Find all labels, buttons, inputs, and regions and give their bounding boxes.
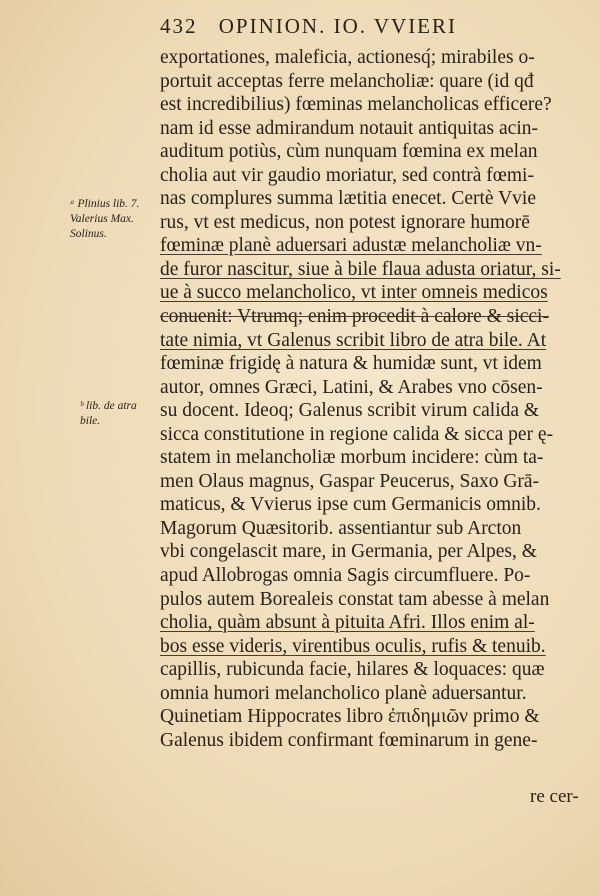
text-line: vbi congelascit mare, in Germania, per Alpes, & bbox=[160, 541, 537, 563]
text-line: auditum potiùs, cùm nunquam fœmina ex melan bbox=[160, 141, 538, 163]
text-line: apud Allobrogas omnia Sagis circumfluere. Po- bbox=[160, 565, 531, 587]
text-line-struck: conuenit: Vtrumq; enim procedit à calore & sicci- bbox=[160, 306, 549, 328]
text-line: capillis, rubicunda facie, hilares & loquaces: quæ bbox=[160, 659, 545, 681]
text-line: portuit acceptas ferre melancholiæ: quare (id qđ bbox=[160, 70, 534, 92]
text-line: est incredibilius) fœminas melancholicas efficere? bbox=[160, 94, 552, 116]
text-line-underlined: de furor nascitur, siue à bile flaua adusta oriatur, si- bbox=[160, 258, 561, 280]
text-line: men Olaus magnus, Gaspar Peucerus, Saxo Grā- bbox=[160, 470, 540, 492]
text-line: sicca constitutione in regione calida & sicca per ę- bbox=[160, 423, 554, 445]
text-line: su docent. Ideoq; Galenus scribit virum calida & bbox=[160, 400, 540, 422]
text-line-underlined: ue à succo melancholico, vt inter omneis medicos bbox=[160, 282, 548, 304]
margin-note-line: ᵃ Plinius lib. 7. bbox=[70, 198, 140, 210]
text-line: omnia humori melancholico planè aduersantur. bbox=[160, 682, 527, 704]
text-line: autor, omnes Græci, Latini, & Arabes vno cōsen- bbox=[160, 376, 543, 398]
page-number: 432 bbox=[160, 14, 198, 38]
margin-note-b bbox=[80, 399, 137, 429]
text-line: statem in melancholiæ morbum incidere: cùm ta- bbox=[160, 447, 544, 469]
text-line: Magorum Quæsitorib. assentiantur sub Arcton bbox=[160, 517, 522, 539]
text-line-underlined: fœminæ planè aduersari adustæ melancholiæ vn- bbox=[160, 235, 542, 257]
text-line-underlined: cholia, quàm absunt à pituita Afri. Illos enim al- bbox=[160, 612, 535, 634]
text-line-underlined: tate nimia, vt Galenus scribit libro de atra bile. At bbox=[160, 329, 547, 351]
catchword: re cer- bbox=[530, 786, 579, 807]
running-title: OPINION. IO. VVIERI bbox=[218, 14, 458, 38]
text-line: Galenus ibidem confirmant fœminarum in gene- bbox=[160, 729, 538, 751]
text-line: cholia aut vir gaudio moriatur, sed contrà fœmi- bbox=[160, 164, 534, 186]
margin-note-line: Solinus. bbox=[70, 228, 107, 240]
margin-note-line: Valerius Max. bbox=[70, 213, 134, 225]
running-header bbox=[160, 14, 580, 39]
body-text bbox=[160, 46, 585, 752]
text-line: Quinetiam Hippocrates libro ἐπιδημιῶν primo & bbox=[160, 706, 540, 728]
text-line: rus, vt est medicus, non potest ignorare humorē bbox=[160, 211, 530, 233]
margin-note-line: ᵇ lib. de atra bbox=[80, 400, 137, 412]
text-line-underlined: bos esse videris, virentibus oculis, rufis & tenuib. bbox=[160, 635, 546, 657]
text-line: maticus, & Vvierus ipse cum Germanicis omnib. bbox=[160, 494, 541, 516]
margin-note-line: bile. bbox=[80, 415, 101, 427]
text-line: fœminæ frigidę à natura & humidæ sunt, vt idem bbox=[160, 353, 542, 375]
text-line: pulos autem Borealeis constat tam abesse à melan bbox=[160, 588, 550, 610]
text-line: nas complures summa lætitia enecet. Certè Vvie bbox=[160, 188, 536, 210]
margin-note-a bbox=[70, 197, 139, 242]
text-line: exportationes, maleficia, actionesq́; mirabiles o- bbox=[160, 47, 535, 68]
text-line: nam id esse admirandum notauit antiquitas acin- bbox=[160, 117, 538, 139]
